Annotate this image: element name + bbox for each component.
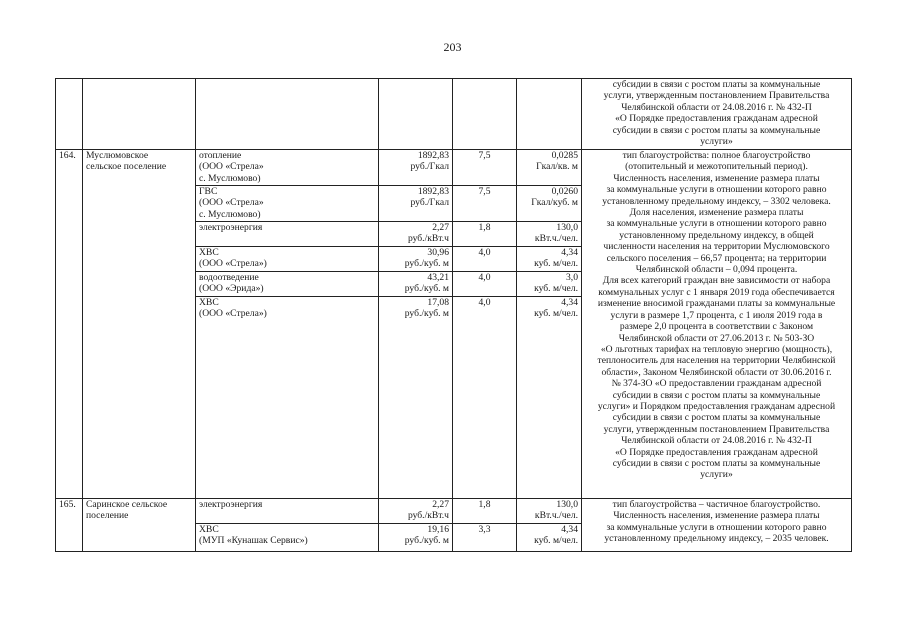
- cell-service-line: ГВС: [199, 186, 218, 197]
- cell-index: [453, 79, 517, 150]
- cell-index: [453, 499, 517, 524]
- cell-note-line: услуги» и Порядком предоставления гражданам адресной: [597, 400, 836, 412]
- cell-tariff: [379, 499, 453, 524]
- cell-note-line: Доля населения, изменение размера платы: [629, 207, 804, 219]
- cell-tariff: [379, 79, 453, 150]
- cell-service: [196, 150, 379, 186]
- cell-tariff-line: 2,27: [432, 499, 449, 510]
- cell-norm-line: куб. м/чел.: [534, 308, 578, 320]
- cell-settlement: [83, 499, 196, 552]
- cell-norm-line: 0,0260: [551, 186, 578, 197]
- cell-tariff-line: руб./куб. м: [404, 283, 449, 295]
- cell-settlement: [83, 150, 196, 499]
- cell-note-line: за коммунальные услуги в отношении которого равно: [606, 521, 827, 533]
- cell-note: [582, 499, 852, 552]
- cell-norm-line: кВт.ч./чел.: [534, 510, 578, 522]
- cell-service-line: с. Муслюмово): [199, 172, 261, 184]
- cell-number-line: 164.: [59, 150, 76, 161]
- cell-tariff: [379, 524, 453, 552]
- cell-note-line: Челябинской области от 27.06.2013 г. № 503-ЗО: [618, 332, 815, 344]
- cell-index: [453, 272, 517, 297]
- cell-note-line: субсидии в связи с ростом платы за коммунальные: [612, 79, 821, 90]
- cell-number: [56, 150, 83, 499]
- cell-note-line: коммунальных услуг с 1 января 2019 года обеспечивается: [598, 286, 835, 298]
- cell-tariff-line: руб./куб. м: [404, 258, 449, 270]
- cell-note-line: услуги в размере 1,7 процента, с 1 июля 2019 года в: [610, 309, 823, 321]
- cell-settlement-line: сельское поселение: [86, 161, 167, 173]
- cell-service: [196, 524, 379, 552]
- cell-tariff-line: руб./куб. м: [404, 308, 449, 320]
- cell-number: [56, 499, 83, 552]
- cell-note-line: установленному предельному индексу, – 2035 человек.: [604, 533, 829, 545]
- cell-index: [453, 524, 517, 552]
- cell-tariff-line: руб./кВт.ч: [407, 510, 449, 522]
- cell-tariff-line: 1892,83: [417, 150, 449, 161]
- cell-settlement-line: Саринское сельское: [86, 499, 168, 510]
- cell-service: [196, 272, 379, 297]
- cell-note-line: Для всех категорий граждан вне зависимости от набора: [602, 275, 831, 287]
- cell-service-line: (ООО «Стрела»): [199, 258, 267, 270]
- cell-note-line: области», Законом Челябинской области от 30.06.2016 г.: [601, 366, 832, 378]
- cell-tariff-line: 43,21: [427, 272, 449, 283]
- cell-tariff: [379, 222, 453, 247]
- cell-index-line: 4,0: [478, 297, 491, 308]
- cell-norm-line: куб. м/чел.: [534, 258, 578, 270]
- cell-norm: [517, 79, 582, 150]
- cell-index-line: 7,5: [478, 186, 491, 197]
- cell-note-line: услуги, утвержденным постановлением Правительства: [603, 90, 830, 102]
- cell-service-line: электроэнергия: [199, 222, 263, 233]
- cell-norm-line: 0,0285: [551, 150, 578, 161]
- cell-service: [196, 297, 379, 499]
- cell-service-line: (ООО «Стрела»: [199, 197, 264, 209]
- cell-settlement-line: Муслюмовское: [86, 150, 149, 161]
- cell-norm-line: Гкал/кв. м: [536, 161, 578, 173]
- cell-index-line: 4,0: [478, 272, 491, 283]
- cell-norm: [517, 222, 582, 247]
- cell-service-line: ХВС: [199, 247, 219, 258]
- cell-tariff-line: 1892,83: [417, 186, 449, 197]
- cell-note-line: размере 2,0 процента в соответствии с Законом: [619, 321, 814, 333]
- cell-index-line: 3,3: [478, 524, 491, 535]
- cell-norm: [517, 272, 582, 297]
- cell-note-line: Челябинской области от 24.08.2016 г. № 432-П: [621, 101, 812, 113]
- cell-service-line: электроэнергия: [199, 499, 263, 510]
- cell-note-line: теплоноситель для населения на территории Челябинской: [597, 355, 836, 367]
- cell-note-line: установленному предельному индексу, в общей: [619, 229, 814, 241]
- cell-tariff: [379, 297, 453, 499]
- cell-index: [453, 150, 517, 186]
- cell-service: [196, 186, 379, 222]
- cell-tariff: [379, 186, 453, 222]
- cell-tariff-line: 17,08: [427, 297, 449, 308]
- cell-service-line: (МУП «Кунашак Сервис»): [199, 535, 308, 547]
- cell-norm-line: 130,0: [556, 222, 578, 233]
- cell-index: [453, 247, 517, 272]
- cell-tariff-line: руб./Гкал: [410, 197, 449, 209]
- cell-norm: [517, 524, 582, 552]
- cell-index-line: 7,5: [478, 150, 491, 161]
- cell-service-line: ХВС: [199, 297, 219, 308]
- cell-note-line: тип благоустройства – частичное благоустройство.: [612, 499, 821, 510]
- cell-note-line: численности населения на территории Муслюмовского: [603, 241, 830, 253]
- cell-note-line: сельского поселения – 66,57 процента; на территории: [606, 252, 827, 264]
- cell-note-line: Челябинской области от 24.08.2016 г. № 432-П: [621, 435, 812, 447]
- cell-norm: [517, 247, 582, 272]
- cell-tariff-line: руб./Гкал: [410, 161, 449, 173]
- tariff-table: [55, 78, 852, 552]
- cell-note-line: за коммунальные услуги в отношении которого равно: [606, 184, 827, 196]
- cell-service: [196, 499, 379, 524]
- cell-note-line: субсидии в связи с ростом платы за коммунальные: [612, 124, 821, 136]
- cell-settlement: [83, 79, 196, 150]
- cell-number-line: 165.: [59, 499, 76, 510]
- cell-index-line: 4,0: [478, 247, 491, 258]
- cell-note-line: услуги, утвержденным постановлением Правительства: [603, 423, 830, 435]
- cell-note-line: установленному предельному индексу, – 3302 человека.: [602, 195, 831, 207]
- cell-tariff-line: руб./кВт.ч: [407, 233, 449, 245]
- cell-norm: [517, 186, 582, 222]
- cell-norm-line: 3,0: [566, 272, 578, 283]
- cell-service: [196, 222, 379, 247]
- cell-tariff-line: руб./куб. м: [404, 535, 449, 547]
- cell-service: [196, 247, 379, 272]
- cell-norm-line: 130,0: [556, 499, 578, 510]
- cell-note-line: «О Порядке предоставления гражданам адресной: [615, 113, 818, 125]
- cell-note-line: Численность населения, изменение размера платы: [613, 172, 820, 184]
- table-row: [56, 499, 852, 524]
- cell-norm-line: 4,34: [561, 247, 578, 258]
- cell-note-line: Численность населения, изменение размера платы: [613, 510, 820, 522]
- cell-service-line: отопление: [199, 150, 242, 161]
- cell-note-line: услуги»: [700, 469, 733, 481]
- cell-note-line: изменение вносимой гражданами платы за коммунальные: [597, 298, 836, 310]
- page-number: 203: [443, 40, 462, 54]
- cell-service-line: ХВС: [199, 524, 219, 535]
- cell-tariff-line: 19,16: [427, 524, 449, 535]
- cell-service-line: (ООО «Стрела»: [199, 161, 264, 173]
- cell-tariff-line: 30,96: [427, 247, 449, 258]
- cell-note-line: услуги»: [700, 136, 733, 148]
- cell-note-line: Челябинской области – 0,094 процента.: [635, 264, 798, 276]
- cell-note-line: за коммунальные услуги в отношении которого равно: [606, 218, 827, 230]
- cell-note-line: № 374-ЗО «О предоставлении гражданам адресной: [611, 378, 822, 390]
- table-row: [56, 150, 852, 186]
- cell-note-line: субсидии в связи с ростом платы за коммунальные: [612, 457, 821, 469]
- cell-number: [56, 79, 83, 150]
- cell-note-line: «О Порядке предоставления гражданам адресной: [615, 446, 818, 458]
- cell-service-line: водоотведение: [199, 272, 259, 283]
- cell-index: [453, 186, 517, 222]
- cell-note-line: «О льготных тарифах на тепловую энергию (мощность),: [600, 343, 833, 355]
- table-row: [56, 79, 852, 150]
- cell-note: [582, 150, 852, 499]
- cell-index-line: 1,8: [478, 222, 491, 233]
- cell-note-line: субсидии в связи с ростом платы за коммунальные: [612, 389, 821, 401]
- cell-index: [453, 297, 517, 499]
- cell-norm-line: кВт.ч./чел.: [534, 233, 578, 245]
- cell-norm-line: 4,34: [561, 524, 578, 535]
- cell-tariff: [379, 272, 453, 297]
- cell-norm-line: куб. м/чел.: [534, 535, 578, 547]
- cell-index: [453, 222, 517, 247]
- cell-tariff-line: 2,27: [432, 222, 449, 233]
- cell-tariff: [379, 150, 453, 186]
- cell-note-line: (отопительный и межотопительный период).: [625, 161, 808, 173]
- cell-norm-line: 4,34: [561, 297, 578, 308]
- cell-norm: [517, 499, 582, 524]
- cell-norm-line: Гкал/куб. м: [531, 197, 578, 209]
- cell-norm: [517, 150, 582, 186]
- cell-service-line: с. Муслюмово): [199, 208, 261, 220]
- cell-service: [196, 79, 379, 150]
- cell-note-line: субсидии в связи с ростом платы за коммунальные: [612, 412, 821, 424]
- cell-tariff: [379, 247, 453, 272]
- cell-service-line: (ООО «Стрела»): [199, 308, 267, 320]
- cell-service-line: (ООО «Эрида»): [199, 283, 264, 295]
- cell-index-line: 1,8: [478, 499, 491, 510]
- cell-note: [582, 79, 852, 150]
- cell-norm: [517, 297, 582, 499]
- cell-note-line: тип благоустройства: полное благоустройство: [622, 150, 811, 161]
- cell-norm-line: куб. м/чел.: [534, 283, 578, 295]
- cell-settlement-line: поселение: [86, 510, 129, 522]
